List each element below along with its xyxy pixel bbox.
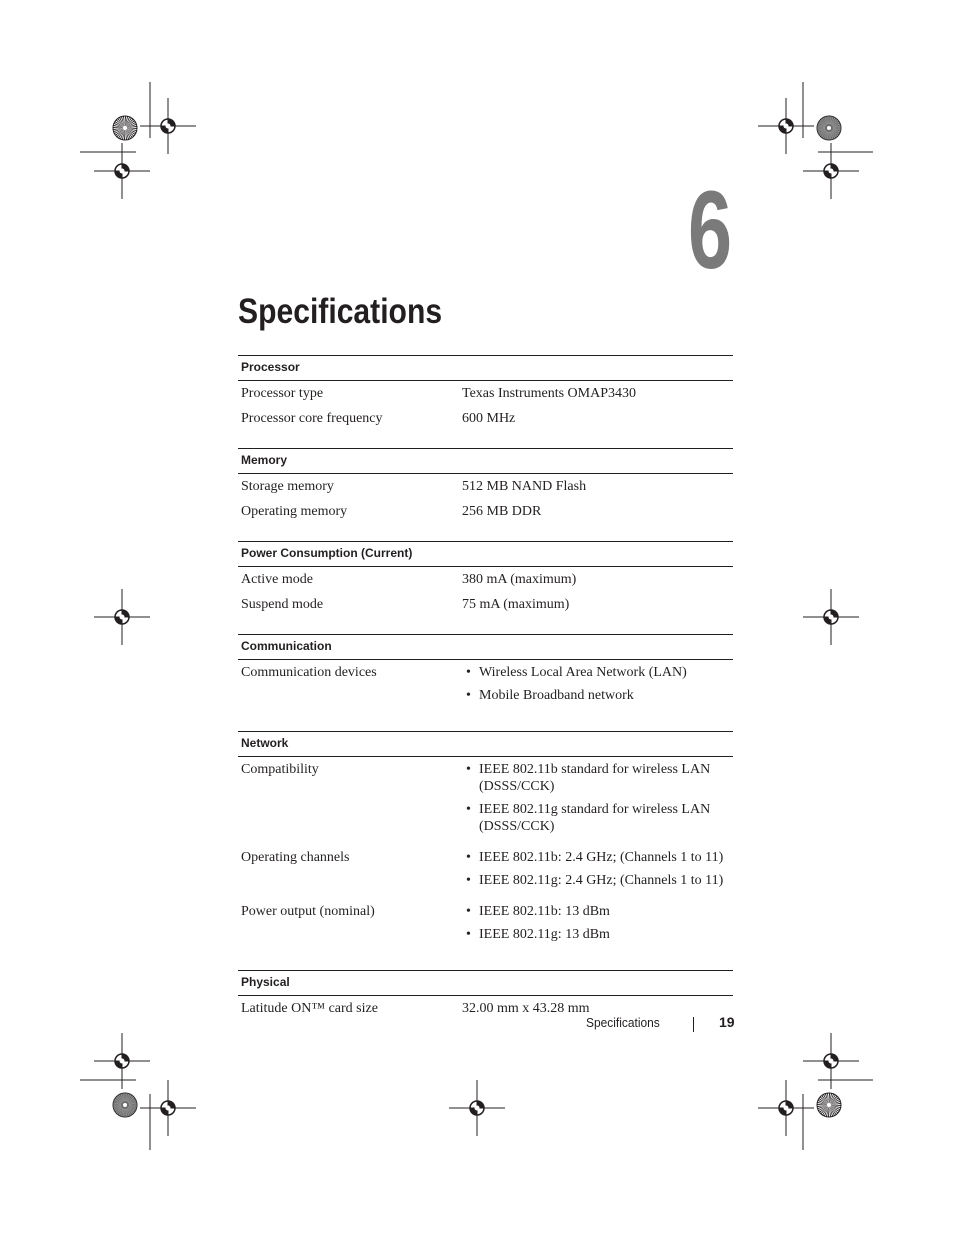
- registration-crosshair-icon: [758, 1080, 814, 1136]
- bullet-item: • IEEE 802.11g standard for wireless LAN (DSSS/CCK): [462, 801, 733, 841]
- registration-starburst-icon: [113, 1093, 137, 1117]
- bullet-item: • IEEE 802.11b: 2.4 GHz; (Channels 1 to 11): [462, 849, 733, 872]
- spec-value: 256 MB DDR: [462, 504, 542, 519]
- chapter-number: 6: [688, 169, 733, 292]
- spec-row: [238, 594, 733, 619]
- bullet-item: • Wireless Local Area Network (LAN): [462, 664, 733, 687]
- registration-crosshair-icon: [140, 98, 196, 154]
- spec-label: Operating memory: [241, 504, 348, 519]
- bullet-item: • Mobile Broadband network: [462, 687, 733, 710]
- spec-row: [238, 476, 733, 501]
- bullet-item: • IEEE 802.11b standard for wireless LAN (DSSS/CCK): [462, 761, 733, 801]
- registration-crosshair-icon: [803, 143, 859, 199]
- spec-section-memory: [238, 448, 733, 526]
- footer-divider: [693, 1017, 694, 1032]
- spec-row: [238, 662, 733, 716]
- spec-value: 512 MB NAND Flash: [462, 479, 587, 494]
- spec-label: Operating channels: [241, 850, 350, 865]
- spec-section-power-consumption: [238, 541, 733, 619]
- registration-crosshair-icon: [94, 589, 150, 645]
- spec-row: [238, 408, 733, 433]
- spec-section-network: [238, 731, 733, 955]
- bullet-item: • IEEE 802.11g: 13 dBm: [462, 926, 733, 949]
- section-heading: Memory: [238, 448, 733, 474]
- spec-label: Communication devices: [241, 665, 377, 680]
- spec-label: Storage memory: [241, 479, 334, 494]
- spec-value: 75 mA (maximum): [462, 597, 570, 612]
- page-title: Specifications: [238, 292, 443, 331]
- spec-value: [462, 759, 733, 847]
- bullet-list: [462, 664, 733, 710]
- spec-value: [462, 901, 733, 955]
- specifications-table: [238, 355, 733, 1038]
- spec-row: [238, 383, 733, 408]
- spec-label: Active mode: [241, 572, 313, 587]
- section-heading: Power Consumption (Current): [238, 541, 733, 567]
- spec-value: [462, 847, 733, 901]
- section-heading: Processor: [238, 355, 733, 381]
- registration-crosshair-icon: [94, 1033, 150, 1089]
- page-number: 19: [719, 1014, 735, 1030]
- spec-row: [238, 569, 733, 594]
- spec-label: Compatibility: [241, 762, 319, 777]
- registration-crosshair-icon: [140, 1080, 196, 1136]
- spec-value: [462, 662, 733, 716]
- spec-row: [238, 501, 733, 526]
- registration-starburst-icon: [817, 116, 841, 140]
- spec-label: Suspend mode: [241, 597, 324, 612]
- spec-section-communication: [238, 634, 733, 716]
- registration-starburst-icon: [817, 1093, 841, 1117]
- registration-starburst-icon: [113, 116, 137, 140]
- registration-crosshair-icon: [803, 1033, 859, 1089]
- spec-label: Processor core frequency: [241, 411, 383, 426]
- section-heading: Network: [238, 731, 733, 757]
- spec-label: Power output (nominal): [241, 904, 375, 919]
- spec-value: Texas Instruments OMAP3430: [462, 386, 637, 401]
- spec-label: Processor type: [241, 386, 324, 401]
- spec-label: Latitude ON™ card size: [241, 1001, 378, 1016]
- bullet-item: • IEEE 802.11b: 13 dBm: [462, 903, 733, 926]
- section-heading: Physical: [238, 970, 733, 996]
- footer-section-name: Specifications: [586, 1015, 660, 1030]
- section-heading: Communication: [238, 634, 733, 660]
- spec-row: [238, 901, 733, 955]
- registration-crosshair-icon: [803, 589, 859, 645]
- spec-section-processor: [238, 355, 733, 433]
- spec-value: 380 mA (maximum): [462, 572, 577, 587]
- spec-row: [238, 847, 733, 901]
- bullet-item: • IEEE 802.11g: 2.4 GHz; (Channels 1 to 11): [462, 872, 733, 895]
- bullet-list: [462, 849, 733, 895]
- bullet-list: [462, 761, 733, 841]
- registration-crosshair-icon: [94, 143, 150, 199]
- spec-value: 600 MHz: [462, 411, 516, 426]
- bullet-list: [462, 903, 733, 949]
- registration-crosshair-icon: [758, 98, 814, 154]
- spec-row: [238, 759, 733, 847]
- registration-crosshair-icon: [449, 1080, 505, 1136]
- spec-value: 32.00 mm x 43.28 mm: [462, 1001, 590, 1016]
